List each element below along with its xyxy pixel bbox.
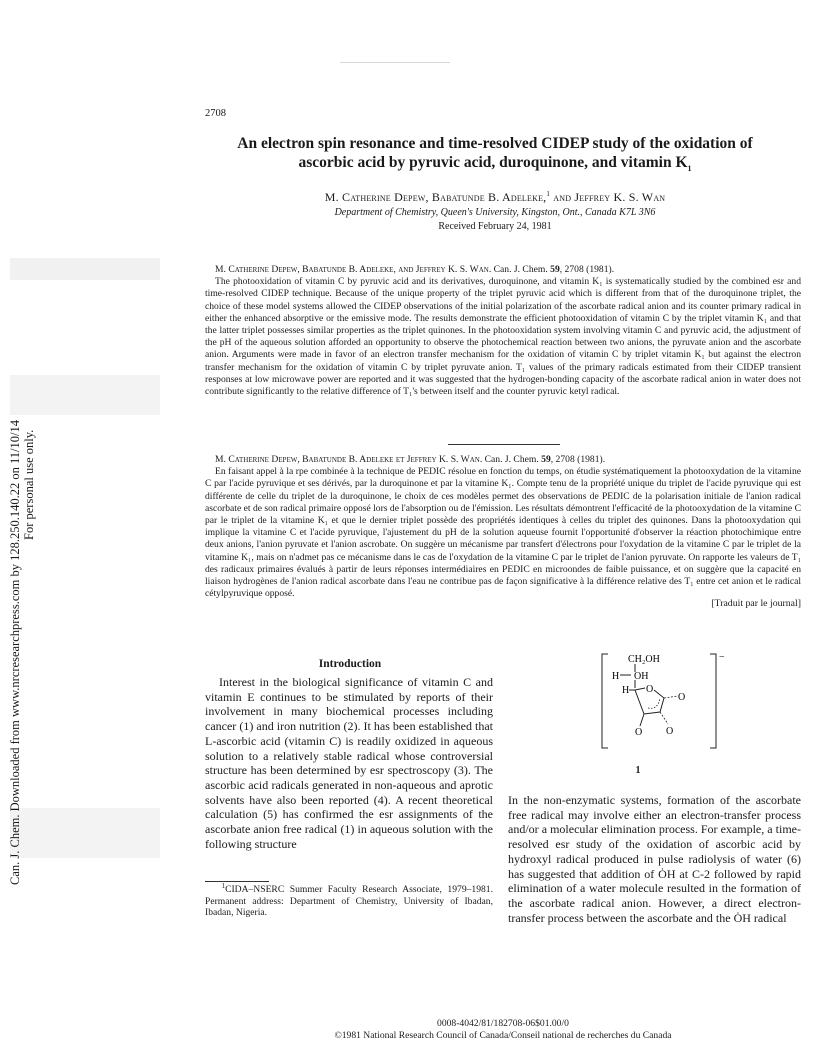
ascorbate-structure xyxy=(598,648,728,768)
intro-paragraph: Interest in the biological significance of vitamin C and vitamin E continues to be stimulated by reports of their involvement in many biochemical processes including cancer (1) and iron nutrition (2). It has been established that L-ascorbic acid (vitamin C) is readily oxidized in aqueous solution to a relatively stable radical whose controversial structure has been determined by esr spectroscopy (3). The ascorbic acid radicals generated in non-aqueous and aprotic solvents have also been reported (4). A recent theoretical calculation (5) has confirmed the esr assignments of the ascorbate anion free radical (1) in aqueous solution with the following structure xyxy=(205,675,493,851)
affiliation: Department of Chemistry, Queen's University, Kingston, Ont., Canada K7L 3N6 xyxy=(334,207,656,218)
authors-part2: and Jeffrey K. S. Wan xyxy=(550,190,666,204)
ch2oh-group: CH₂OH xyxy=(628,654,660,665)
intro-right-column xyxy=(508,793,801,925)
citation-volume: 59 xyxy=(550,264,560,275)
charge-sign: − xyxy=(719,652,725,663)
abstract-french xyxy=(205,454,801,600)
paper-title xyxy=(215,134,775,172)
abstract-text: The photooxidation of vitamin C by pyruvic acid and its derivatives, duroquinone, and vitamin K₁ is systematically studied by the combined esr and time-resolved CIDEP technique. Because of the unique property of the triplet pyruvic acid which is different from that of the duroquinone triplet, the choice of these model systems allowed the CIDEP observations of the initial polarization of the ascorbate radical anion and its counter primary radical in either the enhanced absorptive or the emissive mode. The results demonstrate the efficient photooxidation of vitamin C by the triplet vitamin K₁ and that the latter triplet possesses similar properties as the triplet quinones. In the photooxidation system involving vitamin C and pyruvic acid, the adjustment of the pH of the aqueous solution afforded an opportunity to observe the photochemical reaction between two anions, the pyruvate anion and the ascorbate anion. Arguments were made in favor of an electron transfer mechanism for the oxidation of vitamin C by triplet vitamin K₁ but against the electron transfer mechanism for the oxidation of vitamin C by triplet pyruvate anion. T₁ values of the primary radicals estimated from their CIDEP transient responses at low microwave power are reported and it was suggested that the hydrogen-bonding capacity of the ascorbate radical anion in water does not contribute significantly to the relative difference of T₁'s between itself and the counter pyruvic ketyl radical. xyxy=(205,276,801,398)
footnote xyxy=(205,881,493,919)
page-number: 2708 xyxy=(205,108,226,119)
carbonyl-oxygen-label: O xyxy=(678,692,686,703)
ring-oxygen-label: O xyxy=(646,684,654,695)
citation-authors: M. Catherine Depew, Babatunde B. Adeleke et Jeffrey K. S. Wan. xyxy=(215,454,483,465)
abstract-english xyxy=(205,264,801,398)
citation-pages: , 2708 (1981). xyxy=(550,454,606,465)
author-list xyxy=(215,190,775,205)
article-code: 0008-4042/81/182708-06$01.00/0 xyxy=(437,1018,569,1029)
ring-hydrogen-label: H xyxy=(622,685,630,696)
structure-number: 1 xyxy=(635,765,641,776)
intro-left-column xyxy=(205,675,493,851)
received-date: Received February 24, 1981 xyxy=(438,221,552,232)
hydrogen-label: H xyxy=(612,671,620,682)
personal-use-notice: For personal use only. xyxy=(22,429,36,540)
bottom-oxygen-label: O xyxy=(666,726,674,737)
page-footer xyxy=(205,1018,801,1042)
abstract-divider xyxy=(448,444,560,445)
title-subscript: 1 xyxy=(687,164,692,174)
bottom-oxygen-label: O xyxy=(635,727,643,738)
citation-volume: 59 xyxy=(541,454,551,465)
hydroxyl-label: OH xyxy=(634,671,649,682)
download-notice: Can. J. Chem. Downloaded from www.nrcresearchpress.com by 128.250.140.22 on 11/10/14 xyxy=(8,420,22,885)
citation-journal: Can. J. Chem. xyxy=(491,264,551,275)
copyright-line: ©1981 National Research Council of Canada/Conseil national de recherches du Canada xyxy=(334,1030,672,1041)
abstract-text: En faisant appel à la rpe combinée à la technique de PEDIC résolue en fonction du temps, on étudie systématiquement la photooxydation de la vitamine C par l'acide pyruvique et ses dérivés, par la duroquinone et par la vitamine K₁. Compte tenu de la propriété unique du triplet de l'acide pyruvique qui est différente de celle du triplet de la duroquinone, le choix de ces modèles permet des observations de PEDIC de la polarisation initiale de l'anion radical ascorbate et de son radical primaire opposé lors de l'absorption ou de l'émission. Les résultats démontrent l'efficacité de la photooxydation de la vitamine C par le triplet de la vitamine K₁ et que le dernier triplet possède des propriétés identiques à celles du triplet des quinones. Dans la photooxydation qui implique la vitamine C et l'acide pyruvique, l'ajustement du pH de la solution aqueuse fournit l'opportunité d'observer la réaction photochimique entre deux anions, l'anion pyruvate et l'anion ascrobate. On suggère un mécanisme par transfert d'électrons pour l'oxydation de la vitamine C par le triplet de la vitamine K₁, mais on n'admet pas ce mécanisme dans le cas de l'oxydation de la vitamine C par le triplet de l'anion pyruvate. On rapporte les valeurs de T₁ des radicaux primaires évalués à partir de leurs réponses intermédiaires en PEDIC en microondes de faible puissance, et on suggère que la capacité en liaison hydrogènes de l'anion radical ascorbate dans l'eau ne contribue pas de façon significative à la différence relative des T₁ entre cet anion et le radical cétylpyruvique opposé. xyxy=(205,466,801,600)
title-line2: ascorbic acid by pyruvic acid, duroquinone, and vitamin K xyxy=(298,154,688,171)
citation-journal: Can. J. Chem. xyxy=(482,454,542,465)
footnote-rule xyxy=(205,881,269,882)
structure-diagram xyxy=(598,648,728,768)
abstract-citation xyxy=(205,264,801,276)
citation-authors: M. Catherine Depew, Babatunde B. Adeleke, and Jeffrey K. S. Wan. xyxy=(215,264,492,275)
section-heading: Introduction xyxy=(318,658,382,670)
footnote-mark: 1 xyxy=(221,881,226,890)
title-line1: An electron spin resonance and time-resolved CIDEP study of the oxidation of xyxy=(237,135,753,152)
abstract-citation xyxy=(205,454,801,466)
translation-note: [Traduit par le journal] xyxy=(711,598,801,609)
scan-artifact xyxy=(340,62,450,63)
citation-pages: , 2708 (1981). xyxy=(559,264,615,275)
intro-paragraph: In the non-enzymatic systems, formation of the ascorbate free radical may involve either an electron-transfer process and/or a molecular elimination process. For example, a time-resolved esr study of the oxidation of ascorbic acid by hydroxyl radical produced in pulse radiolysis of water (6) has suggested that addition of ȮH at C-2 followed by rapid elimination of a water molecule resulted in the formation of the ascorbate radical anion. However, a direct electron-transfer process between the ascorbate and the ȮH radical xyxy=(508,793,801,925)
authors-part1: M. Catherine Depew, Babatunde B. Adeleke, xyxy=(324,190,547,204)
footnote-text: CIDA–NSERC Summer Faculty Research Associate, 1979–1981. Permanent address: Department of Chemistry, University of Ibadan, Ibadan, Nigeria. xyxy=(205,884,493,918)
download-sidebar xyxy=(8,235,48,885)
author-footnote-mark: 1 xyxy=(546,190,551,198)
scan-artifact xyxy=(10,808,160,858)
